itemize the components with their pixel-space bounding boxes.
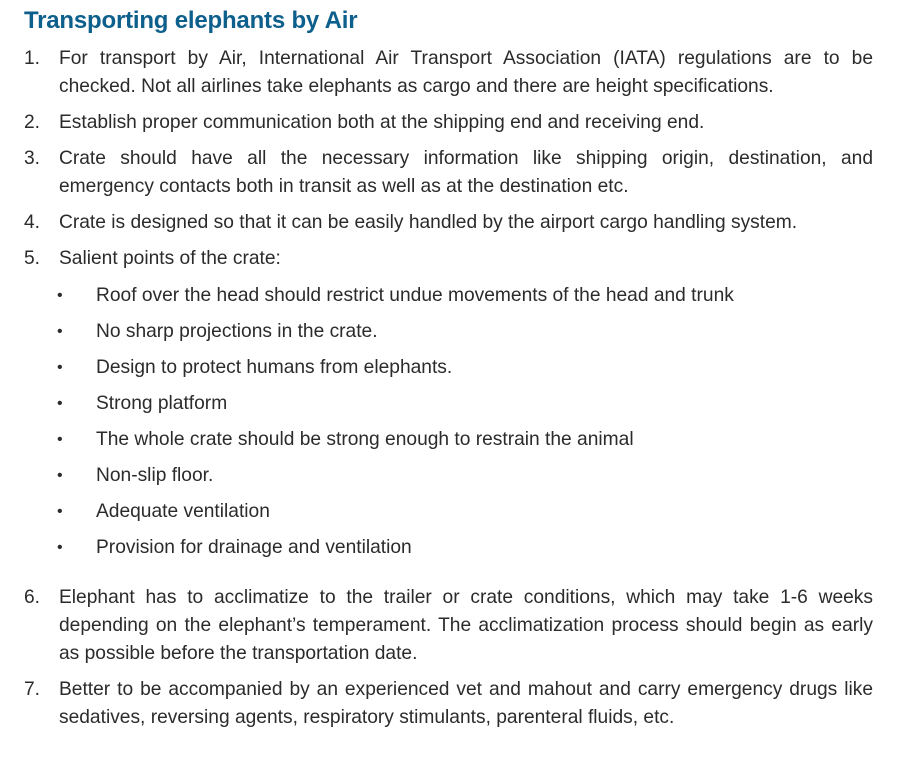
list-item [0, 584, 873, 668]
bullet-dot: • [57, 467, 63, 484]
bullet-text: The whole crate should be strong enough to restrain the animal [96, 429, 634, 450]
bullet-dot: • [57, 503, 63, 520]
item-number: 7. [24, 679, 41, 700]
bullet-item [59, 354, 873, 390]
bullet-text: Provision for drainage and ventilation [96, 537, 412, 558]
bullet-list [59, 282, 873, 570]
bullet-item [59, 390, 873, 426]
item-number: 1. [24, 48, 41, 69]
section-heading: Transporting elephants by Air [24, 7, 358, 34]
item-number: 6. [24, 587, 41, 608]
item-text: Establish proper communication both at the shipping end and receiving end. [59, 112, 705, 133]
bullet-text: Non-slip floor. [96, 465, 214, 486]
list-item [0, 45, 873, 101]
item-number: 5. [24, 248, 41, 269]
bullet-dot: • [57, 395, 63, 412]
bullet-item [59, 426, 873, 462]
bullet-dot: • [57, 287, 63, 304]
bullet-text: Strong platform [96, 393, 228, 414]
list-item [0, 676, 873, 732]
list-item [0, 109, 873, 137]
item-text: Elephant has to acclimatize to the trailer or crate conditions, which may take 1-6 weeks depending on the elephant’s temperament. The acclimatization process should begin as early as possible before the transportation date. [59, 587, 873, 664]
item-text: Crate is designed so that it can be easily handled by the airport cargo handling system. [59, 212, 798, 233]
bullet-item [59, 462, 873, 498]
bullet-text: Design to protect humans from elephants. [96, 357, 453, 378]
bullet-dot: • [57, 539, 63, 556]
bullet-text: Adequate ventilation [96, 501, 270, 522]
item-text: Better to be accompanied by an experienced vet and mahout and carry emergency drugs like sedatives, reversing agents, respiratory stimulants, parenteral fluids, etc. [59, 679, 873, 728]
item-number: 3. [24, 148, 41, 169]
item-text: Salient points of the crate: [59, 248, 281, 269]
list-item [0, 209, 873, 237]
item-text: Crate should have all the necessary information like shipping origin, destination, and emergency contacts both in transit as well as at the destination etc. [59, 148, 873, 197]
item-number: 4. [24, 212, 41, 233]
bullet-item [59, 534, 873, 570]
bullet-item [59, 498, 873, 534]
numbered-list [0, 45, 904, 732]
bullet-text: No sharp projections in the crate. [96, 321, 378, 342]
item-text: For transport by Air, International Air Transport Association (IATA) regulations are to be checked. Not all airlines take elephants as cargo and there are height specifications. [59, 48, 873, 97]
bullet-text: Roof over the head should restrict undue movements of the head and trunk [96, 285, 734, 306]
bullet-dot: • [57, 431, 63, 448]
item-number: 2. [24, 112, 41, 133]
bullet-item [59, 318, 873, 354]
bullet-item [59, 282, 873, 318]
bullet-dot: • [57, 359, 63, 376]
list-item [0, 245, 873, 570]
list-item [0, 145, 873, 201]
bullet-dot: • [57, 323, 63, 340]
